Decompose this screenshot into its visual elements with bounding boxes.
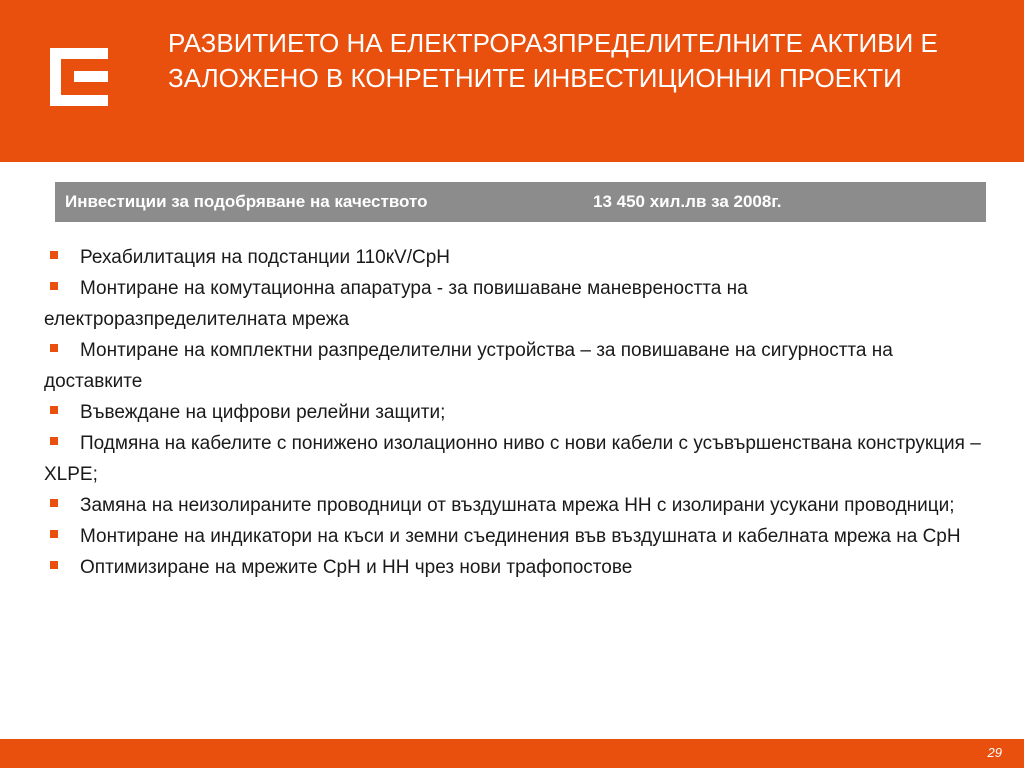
square-bullet-icon [50, 406, 58, 414]
list-item-text: Монтиране на комплектни разпределителни устройства – за повишаване на сигурността на доставките [44, 340, 893, 392]
page-number: 29 [987, 745, 1002, 760]
square-bullet-icon [50, 251, 58, 259]
list-item [44, 242, 984, 273]
company-logo-e-icon [50, 48, 108, 106]
investment-summary-bar [55, 182, 986, 222]
list-item-text: Оптимизиране на мрежите СрН и НН чрез нови трафопостове [80, 557, 633, 578]
square-bullet-icon [50, 344, 58, 352]
list-item-text: Монтиране на комутационна апаратура - за повишаване маневреността на електроразпределителната мрежа [44, 278, 748, 330]
list-item [44, 428, 984, 490]
list-item [44, 397, 984, 428]
slide-footer [0, 739, 1024, 768]
list-item [44, 552, 984, 583]
square-bullet-icon [50, 561, 58, 569]
square-bullet-icon [50, 282, 58, 290]
list-item-text: Въвеждане на цифрови релейни защити; [80, 402, 446, 423]
square-bullet-icon [50, 437, 58, 445]
list-item-text: Монтиране на индикатори на къси и земни съединения във въздушната и кабелната мрежа на СрН [80, 526, 961, 547]
list-item [44, 490, 984, 521]
list-item-text: Замяна на неизолираните проводници от въздушната мрежа НН с изолирани усукани проводници; [80, 495, 955, 516]
square-bullet-icon [50, 499, 58, 507]
slide-header [0, 0, 1024, 162]
list-item-text: Рехабилитация на подстанции 110кV/СрН [80, 247, 451, 268]
list-item [44, 273, 984, 335]
list-item [44, 521, 984, 552]
list-item [44, 335, 984, 397]
investment-label: Инвестиции за подобряване на качеството [65, 192, 428, 211]
investment-amount: 13 450 хил.лв за 2008г. [593, 192, 782, 211]
slide-title: РАЗВИТИЕТО НА ЕЛЕКТРОРАЗПРЕДЕЛИТЕЛНИТЕ АКТИВИ Е ЗАЛОЖЕНО В КОНРЕТНИТЕ ИНВЕСТИЦИОННИ ПРОЕКТИ [168, 28, 938, 93]
bullet-list [44, 242, 984, 583]
square-bullet-icon [50, 530, 58, 538]
list-item-text: Подмяна на кабелите с понижено изолационно ниво с нови кабели с усъвършенствана конструкция – XLPE; [44, 433, 981, 485]
